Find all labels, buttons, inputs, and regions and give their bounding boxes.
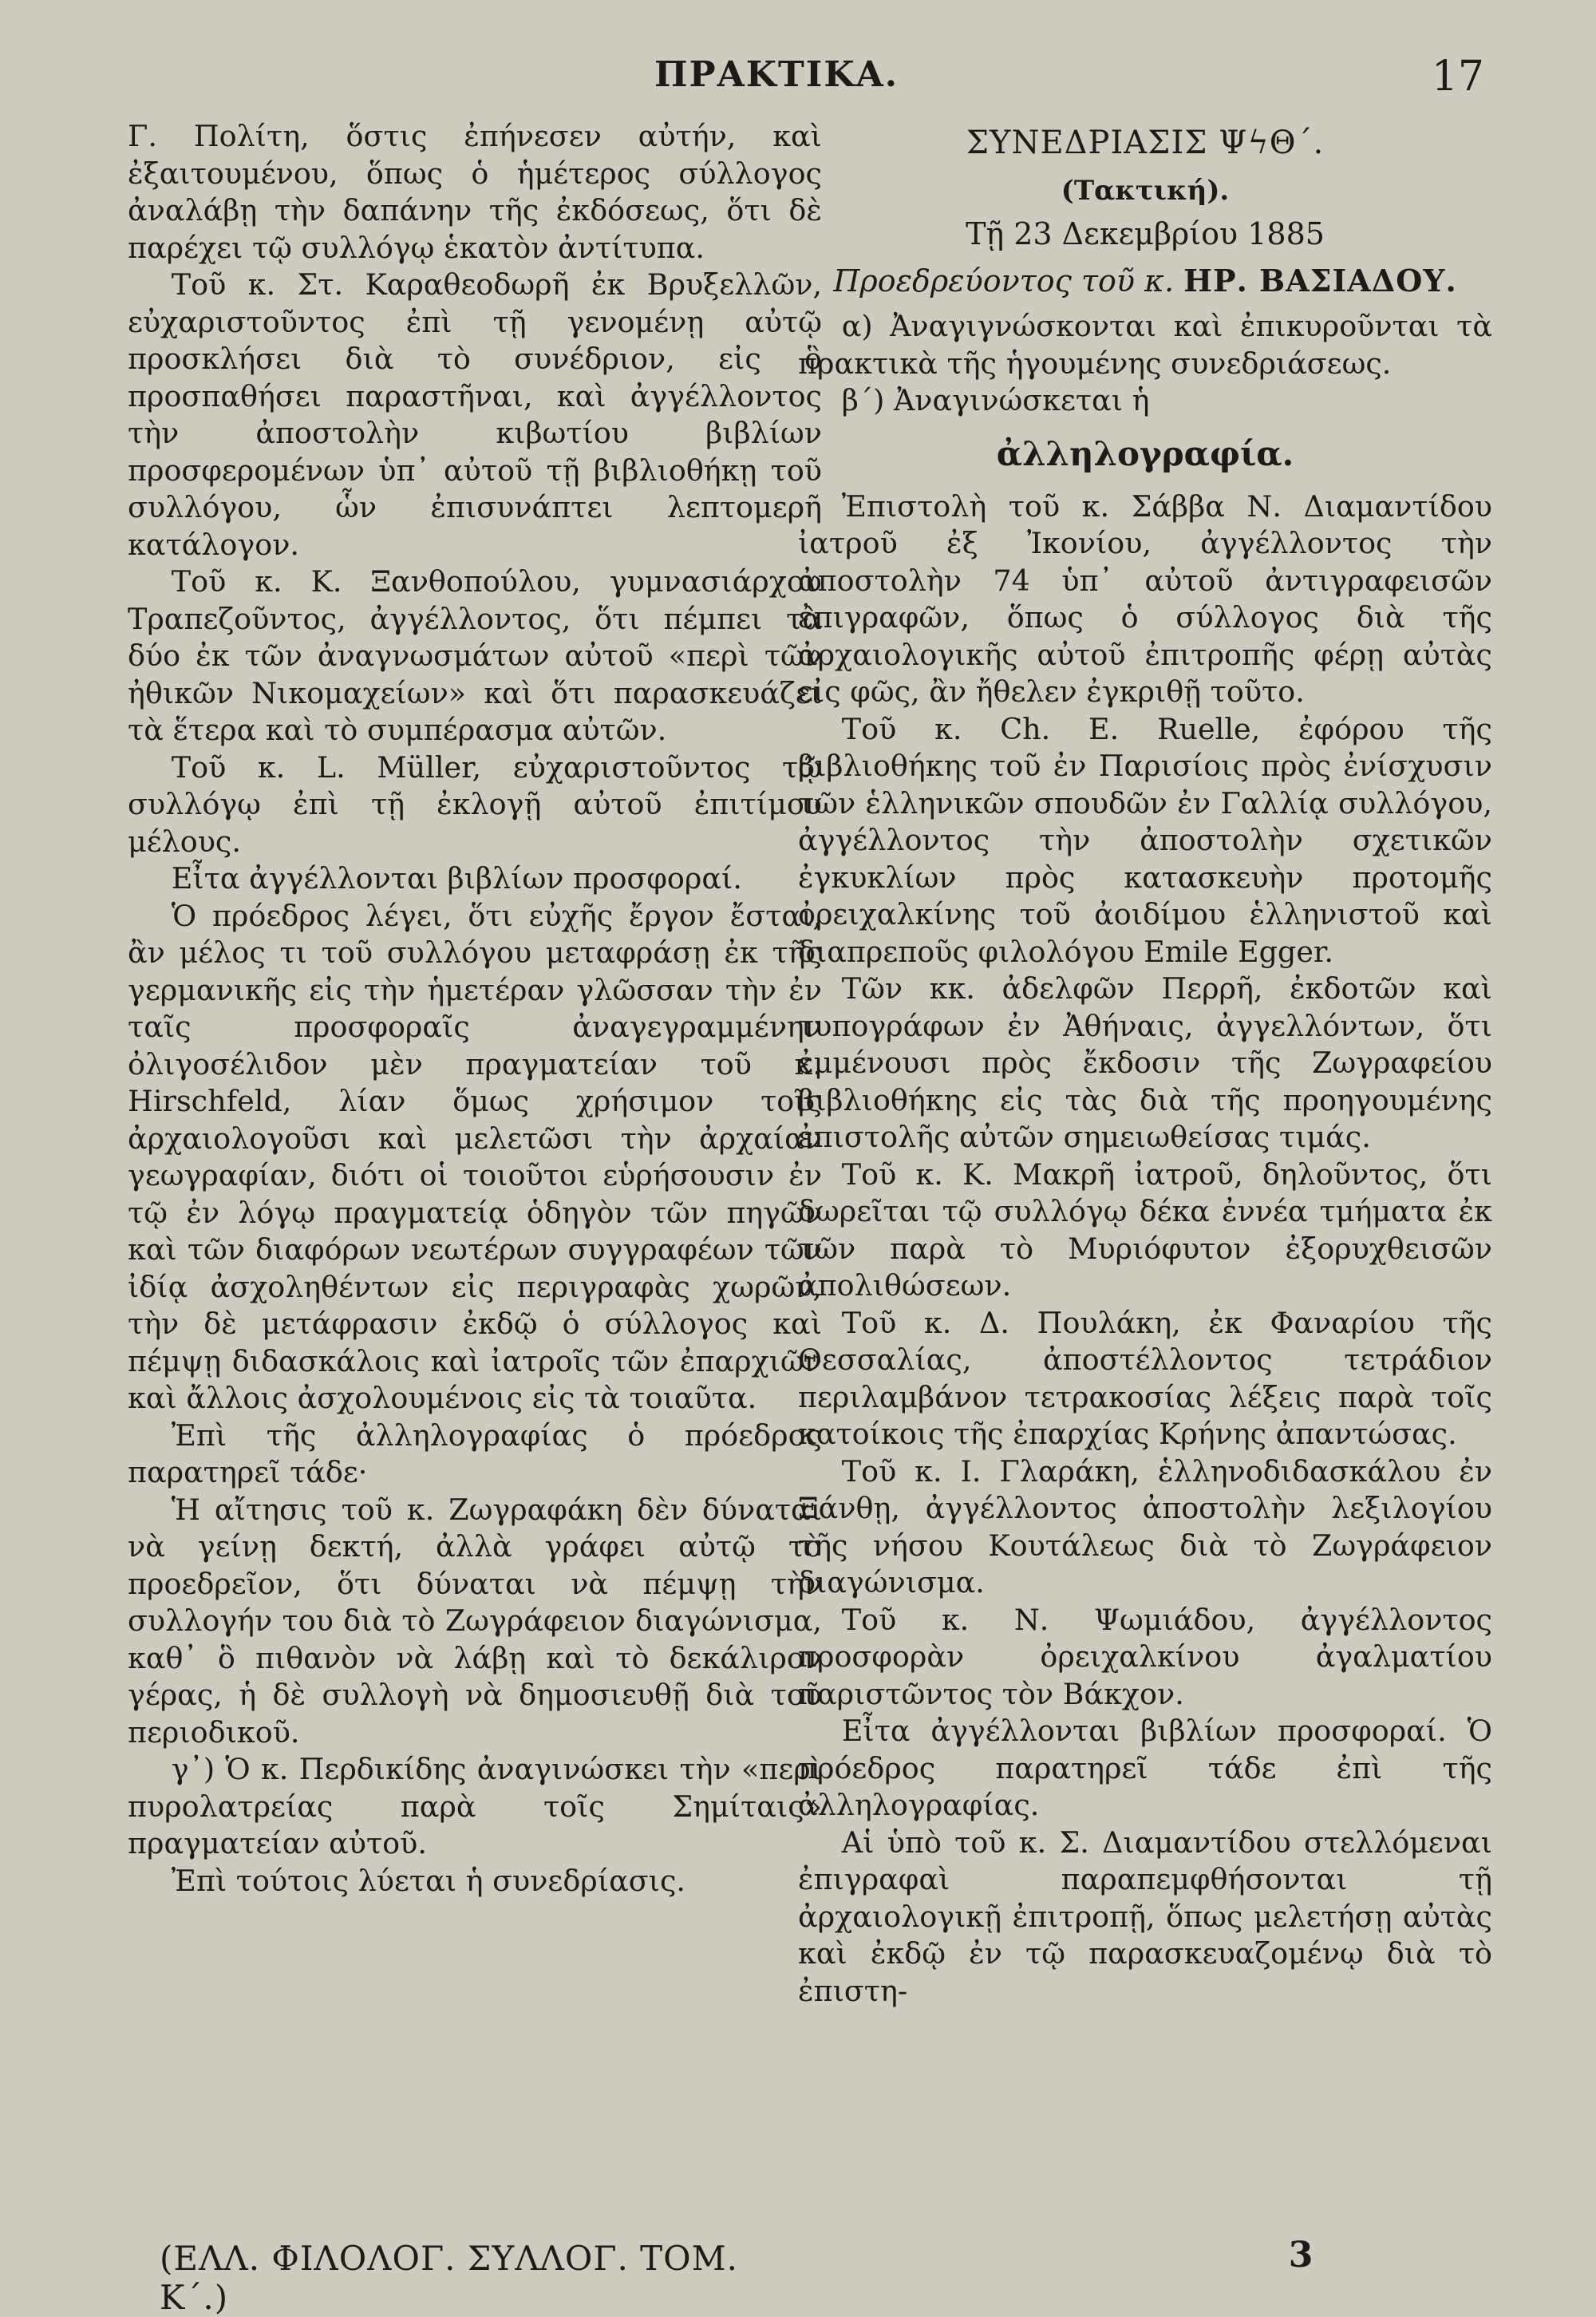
paragraph: Ἐπὶ τῆς ἀλληλογραφίας ὁ πρόεδρος παρατηρεῖ τάδε· xyxy=(128,1417,822,1489)
paragraph: Τοῦ κ. Ch. E. Ruelle, ἐφόρου τῆς βιβλιοθήκης τοῦ ἐν Παρισίοις πρὸς ἐνίσχυσιν τῶν ἑλληνικῶν σπουδῶν ἐν Γαλλίᾳ συλλόγου, ἀγγέλλοντος τὴν ἀποστολὴν σχετικῶν ἐγκυκλίων πρὸς κατασκευὴν προτομῆς ὀρειχαλκίνης τοῦ ἀοιδίμου ἑλληνιστοῦ καὶ διαπρεποῦς φιλολόγου Emile Egger. xyxy=(798,711,1492,969)
paragraph: Τοῦ κ. Ι. Γλαράκη, ἑλληνοδιδασκάλου ἐν Ξάνθῃ, ἀγγέλλοντος ἀποστολὴν λεξιλογίου τῆς νήσου Κουτάλεως διὰ τὸ Ζωγράφειον διαγώνισμα. xyxy=(798,1453,1492,1599)
session-type: (Τακτική). xyxy=(1061,175,1230,207)
presiding-line xyxy=(798,254,1492,308)
paragraph: Ὁ πρόεδρος λέγει, ὅτι εὐχῆς ἔργον ἔσται, ἂν μέλος τι τοῦ συλλόγου μεταφράσῃ ἐκ τῆς γερμανικῆς εἰς τὴν ἡμετέραν γλῶσσαν τὴν ἐν ταῖς προσφοραῖς ἀναγεγραμμένην ὀλιγοσέλιδον μὲν πραγματείαν τοῦ κ. Hirschfeld, λίαν ὅμως χρήσιμον τοῖς ἀρχαιολογοῦσι καὶ μελετῶσι τὴν ἀρχαίαν γεωγραφίαν, διότι οἱ τοιοῦτοι εὑρήσουσιν ἐν τῷ ἐν λόγῳ πραγματείᾳ ὁδηγὸν τῶν πηγῶν καὶ τῶν διαφόρων νεωτέρων συγγραφέων τῶν ἰδίᾳ ἀσχοληθέντων εἰς περιγραφὰς χωρῶν, τὴν δὲ μετάφρασιν ἐκδῷ ὁ σύλλογος καὶ πέμψῃ διδασκάλοις καὶ ἰατροῖς τῶν ἐπαρχιῶν καὶ ἄλλοις ἀσχολουμένοις εἰς τὰ τοιαῦτα. xyxy=(128,898,822,1415)
paragraph: Ἡ αἴτησις τοῦ κ. Ζωγραφάκη δὲν δύναται νὰ γείνῃ δεκτή, ἀλλὰ γράφει αὐτῷ τὸ προεδρεῖον, ὅτι δύναται νὰ πέμψῃ τὴν συλλογήν του διὰ τὸ Ζωγράφειον διαγώνισμα, καθ᾽ ὃ πιθανὸν νὰ λάβῃ καὶ τὸ δεκάλιρον γέρας, ἡ δὲ συλλογὴ νὰ δημοσιευθῇ διὰ τοῦ περιοδικοῦ. xyxy=(128,1492,822,1750)
right-column xyxy=(798,118,1492,2010)
running-head xyxy=(0,54,1596,110)
agenda-item: α) Ἀναγιγνώσκονται καὶ ἐπικυροῦνται τὰ πρακτικὰ τῆς ἡγουμένης συνεδριάσεως. xyxy=(798,309,1492,381)
paragraph: Γ. Πολίτη, ὅστις ἐπήνεσεν αὐτήν, καὶ ἐξαιτουμένου, ὅπως ὁ ἡμέτερος σύλλογος ἀναλάβῃ τὴν δαπάνην τῆς ἐκδόσεως, ὅτι δὲ παρέχει τῷ συλλόγῳ ἑκατὸν ἀντίτυπα. xyxy=(128,119,822,265)
paragraph: Εἶτα ἀγγέλλονται βιβλίων προσφοραί. xyxy=(171,861,742,896)
sheet-mark: 3 xyxy=(1288,2235,1314,2275)
paragraph: Εἶτα ἀγγέλλονται βιβλίων προσφοραί. Ὁ πρόεδρος παρατηρεῖ τάδε ἐπὶ τῆς ἀλληλογραφίας. xyxy=(798,1714,1492,1822)
left-column xyxy=(128,118,822,1900)
presiding-prefix: Προεδρεύοντος τοῦ κ. xyxy=(833,263,1175,299)
paragraph: Τοῦ κ. L. Müller, εὐχαριστοῦντος τῷ συλλόγῳ ἐπὶ τῇ ἐκλογῇ αὐτοῦ ἐπιτίμου μέλους. xyxy=(128,749,822,859)
paragraph: Τοῦ κ. Κ. Ξανθοπούλου, γυμνασιάρχου Τραπεζοῦντος, ἀγγέλλοντος, ὅτι πέμπει τὰ δύο ἐκ τῶν ἀναγνωσμάτων αὐτοῦ «περὶ τῶν ἠθικῶν Νικομαχείων» καὶ ὅτι παρασκευάζει τὰ ἕτερα καὶ τὸ συμπέρασμα αὐτῶν. xyxy=(128,564,822,747)
page-number: 17 xyxy=(1431,53,1484,101)
paragraph: Ἐπιστολὴ τοῦ κ. Σάββα Ν. Διαμαντίδου ἰατροῦ ἐξ Ἰκονίου, ἀγγέλλοντος τὴν ἀποστολὴν 74 ὑπ᾽ αὐτοῦ ἀντιγραφεισῶν ἐπιγραφῶν, ὅπως ὁ σύλλογος διὰ τῆς ἀρχαιολογικῆς αὐτοῦ ἐπιτροπῆς φέρῃ αὐτὰς εἰς φῶς, ἂν ἤθελεν ἐγκριθῇ τοῦτο. xyxy=(798,488,1492,709)
paragraph: Τοῦ κ. Δ. Πουλάκη, ἐκ Φαναρίου τῆς Θεσσαλίας, ἀποστέλλοντος τετράδιον περιλαμβάνον τετρακοσίας λέξεις παρὰ τοῖς κατοίκοις τῆς ἐπαρχίας Κρήνης ἀπαντώσας. xyxy=(798,1305,1492,1451)
paragraph: Ἐπὶ τούτοις λύεται ἡ συνεδρίασις. xyxy=(171,1863,685,1898)
paragraph: Τοῦ κ. Ν. Ψωμιάδου, ἀγγέλλοντος προσφορὰν ὀρειχαλκίνου ἀγαλματίου παριστῶντος τὸν Βάκχον. xyxy=(798,1602,1492,1711)
paragraph: Τοῦ κ. Στ. Καραθεοδωρῆ ἐκ Βρυξελλῶν, εὐχαριστοῦντος ἐπὶ τῇ γενομένῃ αὐτῷ προσκλήσει διὰ τὸ συνέδριον, εἰς ὃ προσπαθήσει παραστῆναι, καὶ ἀγγέλλοντος τὴν ἀποστολὴν κιβωτίου βιβλίων προσφερομένων ὑπ᾽ αὐτοῦ τῇ βιβλιοθήκῃ τοῦ συλλόγου, ὧν ἐπισυνάπτει λεπτομερῆ κατάλογον. xyxy=(128,267,822,562)
running-title: ΠΡΑΚΤΙΚΑ. xyxy=(654,54,899,95)
agenda-item: β΄) Ἀναγινώσκεται ἡ xyxy=(841,383,1150,417)
session-date: Τῇ 23 Δεκεμβρίου 1885 xyxy=(966,216,1325,251)
paragraph: Αἱ ὑπὸ τοῦ κ. Σ. Διαμαντίδου στελλόμεναι ἐπιγραφαὶ παραπεμφθήσονται τῇ ἀρχαιολογικῇ ἐπιτροπῇ, ὅπως μελετήσῃ αὐτὰς καὶ ἐκδῷ ἐν τῷ παρασκευαζομένῳ διὰ τὸ ἐπιστη- xyxy=(798,1825,1492,2008)
paragraph: γ᾽) Ὁ κ. Περδικίδης ἀναγινώσκει τὴν «περὶ πυρολατρείας παρὰ τοῖς Σημίταις» πραγματείαν αὐτοῦ. xyxy=(128,1752,822,1860)
footer-signature: (ΕΛΛ. ΦΙΛΟΛΟΓ. ΣΥΛΛΟΓ. ΤΟΜ. Κ΄.) xyxy=(160,2239,738,2317)
presiding-name: ΗΡ. ΒΑΣΙΑΔΟΥ. xyxy=(1183,263,1457,299)
paragraph: Τῶν κκ. ἀδελφῶν Περρῆ, ἐκδοτῶν καὶ τυπογράφων ἐν Ἀθήναις, ἀγγελλόντων, ὅτι ἐμμένουσι πρὸς ἔκδοσιν τῆς Ζωγραφείου βιβλιοθήκης εἰς τὰς διὰ τῆς προηγουμένης ἐπιστολῆς αὐτῶν σημειωθείσας τιμάς. xyxy=(798,971,1492,1154)
correspondence-heading: ἀλληλογραφία. xyxy=(996,433,1294,473)
session-title: ΣΥΝΕΔΡΙΑΣΙΣ ΨϟΘ΄. xyxy=(966,125,1325,161)
paragraph: Τοῦ κ. Κ. Μακρῆ ἰατροῦ, δηλοῦντος, ὅτι δωρεῖται τῷ συλλόγῳ δέκα ἐννέα τμήματα ἐκ τῶν παρὰ τὸ Μυριόφυτον ἐξορυχθεισῶν ἀπολιθώσεων. xyxy=(798,1157,1492,1303)
